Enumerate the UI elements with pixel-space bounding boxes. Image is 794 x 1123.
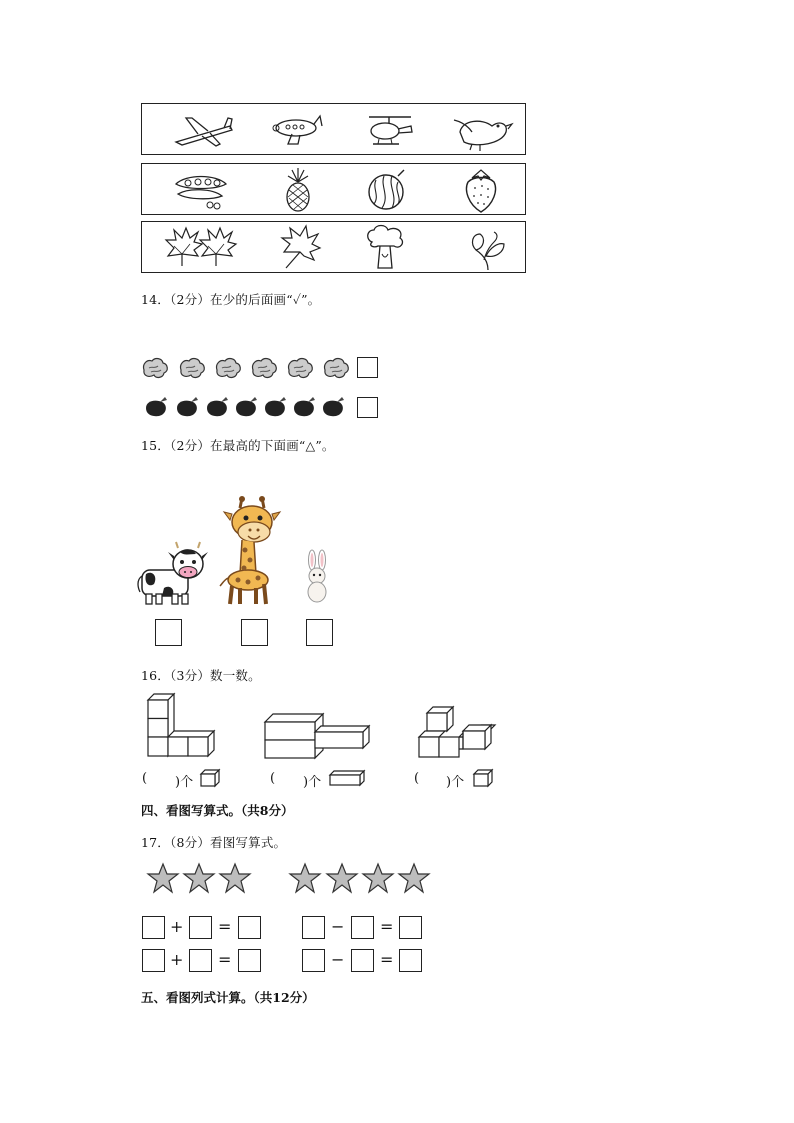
equals-sign: = (380, 950, 394, 969)
strawberry-icon (462, 168, 500, 214)
section-4-heading (141, 801, 293, 819)
eggplant-icon (174, 396, 200, 418)
plus-sign: + (170, 950, 184, 969)
section-title: 五、看图列式计算。（共 (141, 990, 273, 1005)
section-suffix: 分） (289, 990, 315, 1005)
answer-box-cabbage[interactable] (357, 357, 378, 378)
question-15 (141, 436, 335, 454)
question-14 (141, 290, 320, 308)
question-text: 数一数。 (210, 668, 261, 683)
star-icon (362, 863, 394, 893)
cube-figure-c (417, 705, 497, 761)
star-icon (147, 863, 179, 893)
eggplant-icon (291, 396, 317, 418)
star-icon (289, 863, 321, 893)
cartoon-plane-icon (270, 112, 324, 148)
cabbage-icon (214, 356, 242, 380)
cabbage-icon (178, 356, 206, 380)
section-5-heading (141, 988, 315, 1006)
helicopter-icon (365, 112, 415, 150)
question-score: （3分） (170, 668, 211, 683)
blank-open-a: ( (142, 771, 148, 786)
minus-sign: − (331, 917, 345, 936)
blank-open-c: ( (414, 771, 420, 786)
minus-sign: − (331, 950, 345, 969)
rabbit-icon (302, 550, 332, 604)
subtrahend-box[interactable] (351, 916, 374, 939)
answer-box-cow[interactable] (155, 619, 182, 646)
answer-box-rabbit[interactable] (306, 619, 333, 646)
star-icon (326, 863, 358, 893)
question-text: 在少的后面画“✓”。 (210, 292, 321, 307)
addend-box[interactable] (142, 949, 165, 972)
question-16 (141, 666, 261, 684)
maple-leaf-icon (278, 226, 320, 270)
question-score: （8分） (170, 835, 211, 850)
star-icon (398, 863, 430, 893)
question-text: 看图写算式。 (210, 835, 287, 850)
minuend-box[interactable] (302, 916, 325, 939)
blank-answer-c[interactable] (424, 771, 448, 787)
plus-sign: + (170, 917, 184, 936)
blank-close-c: )个 (446, 775, 465, 790)
eggplant-icon (233, 396, 259, 418)
question-score: （2分） (170, 438, 211, 453)
difference-box[interactable] (399, 949, 422, 972)
cow-icon (136, 540, 208, 608)
cuboid-figure-b (263, 712, 371, 760)
maple-leaves-icon (164, 226, 238, 270)
blank-answer-a[interactable] (152, 771, 172, 787)
cabbage-icon (250, 356, 278, 380)
blank-close-b: )个 (303, 775, 322, 790)
sum-box[interactable] (238, 916, 261, 939)
star-icon (183, 863, 215, 893)
bird-icon (452, 110, 514, 152)
question-number: 14． (141, 292, 171, 307)
addend-box[interactable] (142, 916, 165, 939)
answer-box-eggplant[interactable] (357, 397, 378, 418)
eggplant-icon (320, 396, 346, 418)
blank-answer-b[interactable] (280, 771, 304, 787)
pineapple-icon (284, 168, 312, 212)
cabbage-icon (322, 356, 350, 380)
section-suffix: 分） (268, 803, 294, 818)
sprout-icon (468, 226, 508, 272)
cube-icon (199, 768, 221, 788)
question-17 (141, 833, 286, 851)
blank-close-a: )个 (175, 775, 194, 790)
subtrahend-box[interactable] (351, 949, 374, 972)
peapod-icon (172, 170, 230, 210)
addend-box[interactable] (189, 916, 212, 939)
equals-sign: = (218, 917, 232, 936)
minuend-box[interactable] (302, 949, 325, 972)
cube-icon (472, 768, 494, 788)
cabbage-icon (141, 356, 169, 380)
giraffe-icon (218, 496, 284, 608)
cube-figure-a (146, 692, 216, 760)
eggplant-icon (204, 396, 230, 418)
question-number: 16． (141, 668, 171, 683)
equals-sign: = (380, 917, 394, 936)
question-score: （2分） (170, 292, 211, 307)
section-points: 12 (272, 990, 290, 1005)
broccoli-icon (364, 224, 408, 272)
cabbage-icon (286, 356, 314, 380)
question-number: 15． (141, 438, 171, 453)
airplane-icon (172, 112, 234, 148)
section-title: 四、看图写算式。（共 (141, 803, 260, 818)
equals-sign: = (218, 950, 232, 969)
difference-box[interactable] (399, 916, 422, 939)
addend-box[interactable] (189, 949, 212, 972)
question-text: 在最高的下面画“△”。 (210, 438, 335, 453)
blank-open-b: ( (270, 771, 276, 786)
eggplant-icon (262, 396, 288, 418)
sum-box[interactable] (238, 949, 261, 972)
cuboid-icon (328, 769, 366, 787)
star-icon (219, 863, 251, 893)
section-points: 8 (259, 803, 269, 818)
question-number: 17． (141, 835, 171, 850)
answer-box-giraffe[interactable] (241, 619, 268, 646)
watermelon-icon (366, 168, 408, 212)
eggplant-icon (143, 396, 169, 418)
